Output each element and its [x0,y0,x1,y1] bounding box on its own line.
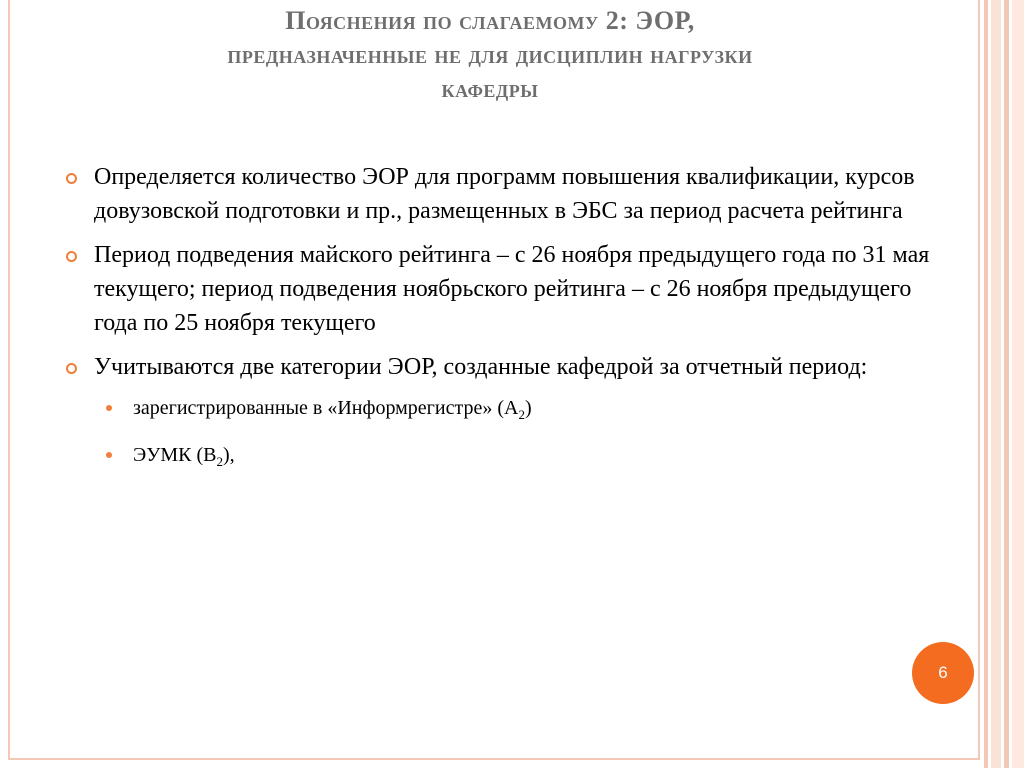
bullet-ring-icon [66,363,77,374]
title-line-3: кафедры [441,74,539,103]
bullet-item [66,350,936,384]
stripe [991,0,1001,768]
sub-bullet-suffix: ), [223,444,235,466]
sub-bullet-subscript: 2 [216,454,223,469]
sub-bullet-item [66,394,936,429]
bullet-text: Определяется количество ЭОР для программ повышения квалификации, курсов довузовской подготовки и пр., размещенных в ЭБС за период расчета рейтинга [94,164,915,224]
bullet-ring-icon [66,173,77,184]
sub-bullet-text: ЭУМК (В [133,444,217,466]
slide-content [66,160,936,488]
bullet-text: Период подведения майского рейтинга – с 26 ноября предыдущего года по 31 мая текущего; период подведения ноябрьского рейтинга – с 26 ноября предыдущего года по 25 ноября текущего [94,242,930,336]
title-line-1: Пояснения по слагаемому 2: ЭОР, [285,6,695,35]
decorative-stripes [984,0,1024,768]
sub-bullet-subscript: 2 [518,407,525,422]
bullet-text: Учитываются две категории ЭОР, созданные кафедрой за отчетный период: [94,354,868,380]
stripe [984,0,988,768]
bullet-item [66,238,936,340]
stripe [1004,0,1009,768]
bullet-ring-icon [66,251,77,262]
sub-bullet-text: зарегистрированные в «Информрегистре» (А [133,397,519,419]
sub-bullet-item [66,441,936,476]
slide-title [30,4,950,106]
bullet-dot-icon [106,405,112,411]
title-line-2: предназначенные не для дисциплин нагрузки [227,40,753,69]
bullet-dot-icon [106,452,112,458]
stripe [1012,0,1024,768]
page-number-badge: 6 [912,642,974,704]
bullet-item [66,160,936,228]
sub-bullet-suffix: ) [524,397,532,419]
